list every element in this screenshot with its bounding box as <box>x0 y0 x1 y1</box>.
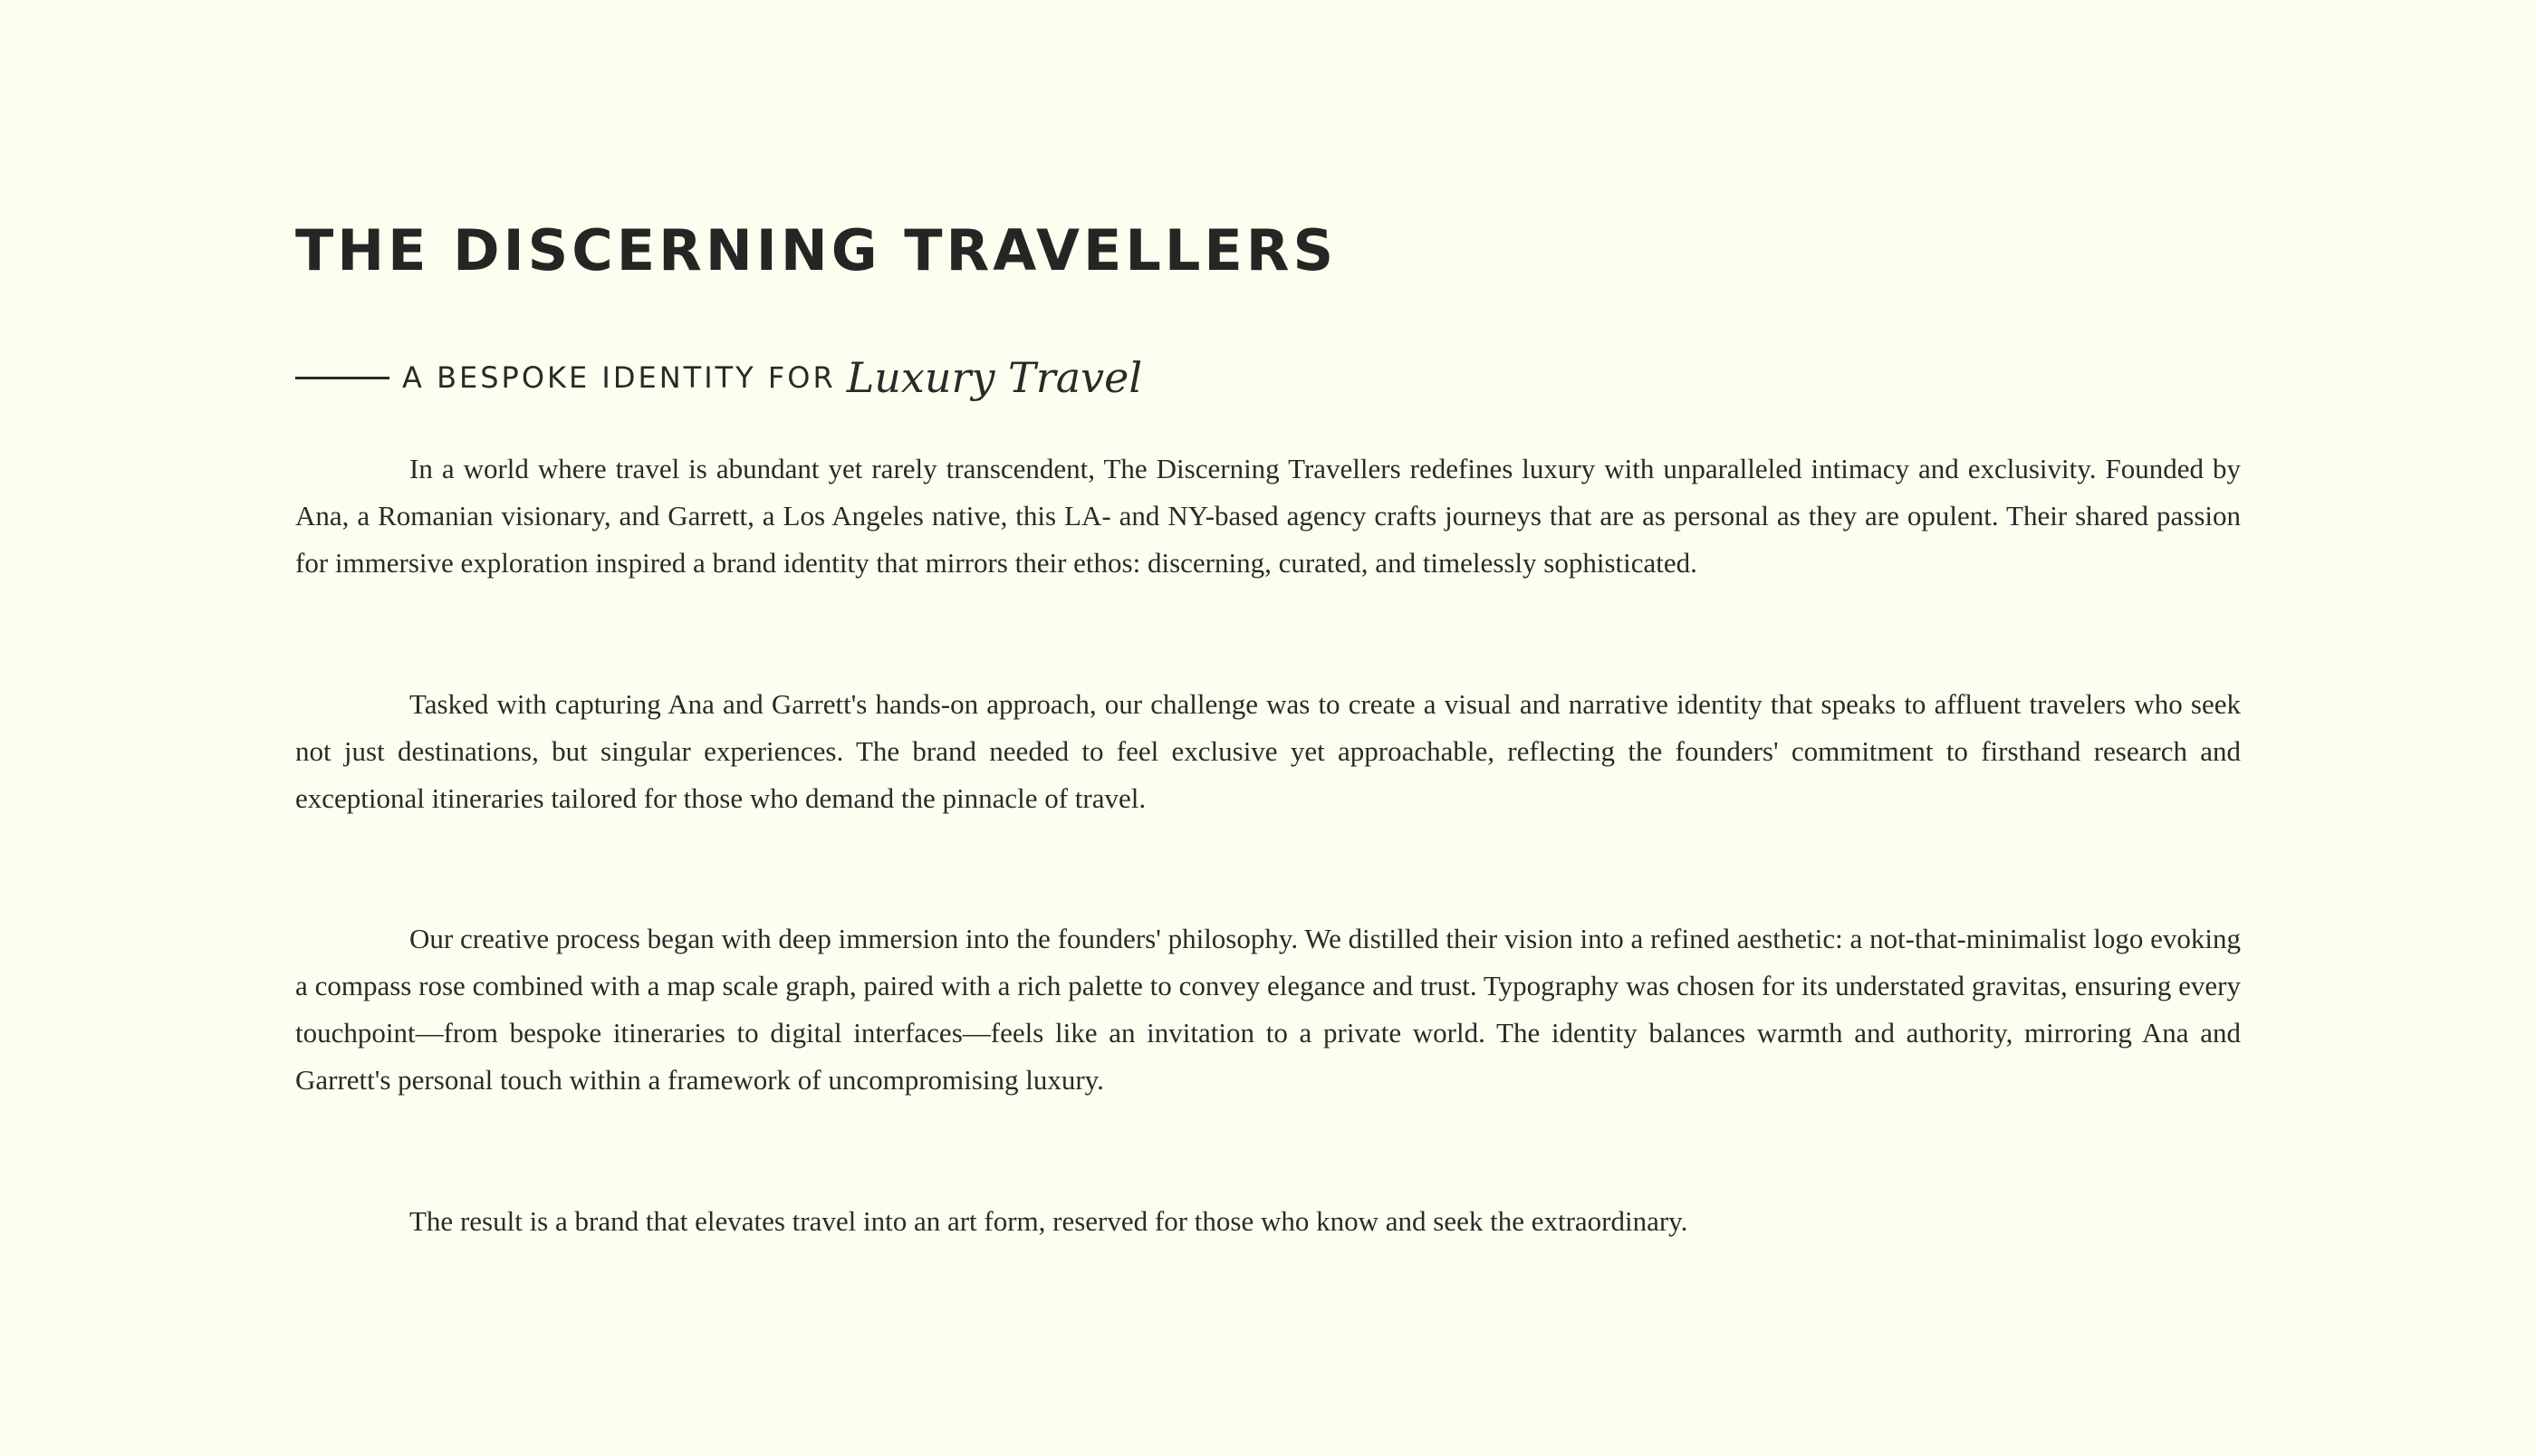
page-title: THE DISCERNING TRAVELLERS <box>295 217 1338 283</box>
paragraph-challenge: Tasked with capturing Ana and Garrett's hands-on approach, our challenge was to create a visual and narrative identity that speaks to affluent travelers who seek not just destinations, but singular experiences. The brand needed to feel exclusive yet approachable, reflecting the founders' commitment to firsthand research and exceptional itineraries tailored for those who demand the pinnacle of travel. <box>295 688 2241 814</box>
paragraph-result: The result is a brand that elevates travel into an art form, reserved for those who know and seek the extraordinary. <box>409 1205 1688 1237</box>
paragraph-intro: In a world where travel is abundant yet rarely transcendent, The Discerning Travellers redefines luxury with unparalleled intimacy and exclusivity. Founded by Ana, a Romanian visionary, and Garrett, a Los Angeles native, this LA- and NY-based agency crafts journeys that are as personal as they are opulent. Their shared passion for immersive exploration inspired a brand identity that mirrors their ethos: discerning, curated, and timelessly sophisticated. <box>295 453 2241 579</box>
paragraph-process: Our creative process began with deep immersion into the founders' philosophy. We distilled their vision into a refined aesthetic: a not-that-minimalist logo evoking a compass rose combined with a map scale graph, paired with a rich palette to convey elegance and trust. Typography was chosen for its understated gravitas, ensuring every touchpoint—from bespoke itineraries to digital interfaces—feels like an invitation to a private world. The identity balances warmth and authority, mirroring Ana and Garrett's personal touch within a framework of uncompromising luxury. <box>295 923 2241 1096</box>
subtitle-prefix: A BESPOKE IDENTITY FOR <box>402 360 836 395</box>
subtitle-script: Luxury Travel <box>846 353 1143 402</box>
subtitle <box>295 337 1142 418</box>
subtitle-rule <box>295 377 389 379</box>
content-column <box>295 210 2241 1237</box>
